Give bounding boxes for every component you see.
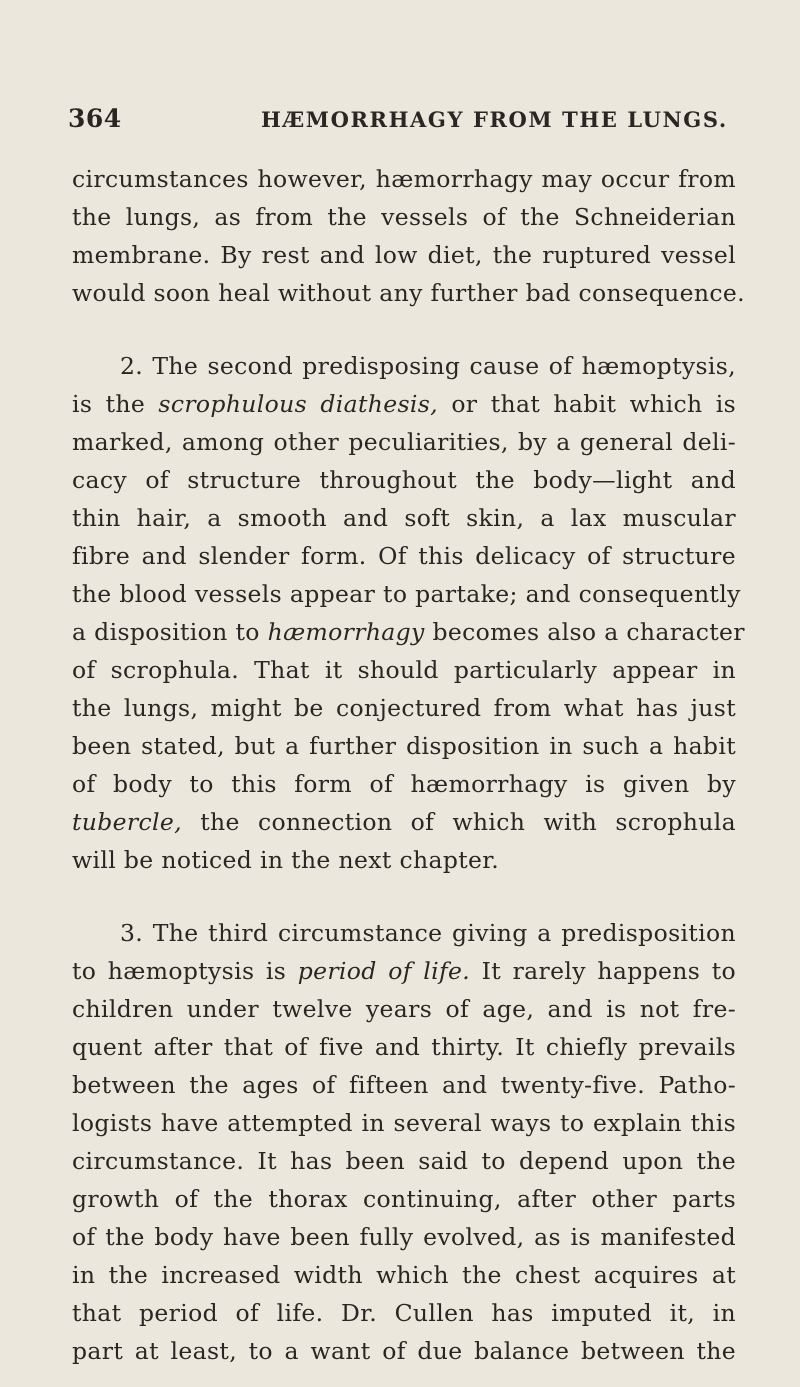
text-run: or that habit which is [438, 390, 737, 418]
text-run: a disposition to [72, 618, 268, 646]
text-line [72, 385, 736, 423]
text-line: 3. The third circumstance giving a predisposition [120, 919, 736, 947]
text-line: would soon heal without any further bad consequence. [72, 279, 745, 307]
italic-term: tubercle, [72, 808, 182, 836]
italic-term: period of life. [297, 957, 471, 985]
text-run: is the [72, 390, 159, 418]
text-run: becomes also a character [424, 618, 745, 646]
text-line: fibre and slender form. Of this delicacy of structure [72, 542, 736, 570]
text-run: to hæmoptysis is [72, 957, 298, 985]
text-line: been stated, but a further disposition in such a habit [72, 732, 736, 760]
text-line: logists have attempted in several ways to explain this [72, 1109, 736, 1137]
running-title: HÆMORRHAGY FROM THE LUNGS. [261, 107, 728, 132]
text-line: circumstance. It has been said to depend upon the [72, 1147, 736, 1175]
text-line [72, 952, 736, 990]
text-line: will be noticed in the next chapter. [72, 846, 500, 874]
text-line: of the body have been fully evolved, as is manifested [72, 1223, 736, 1251]
text-line: between the ages of fifteen and twenty-five. Patho- [72, 1071, 736, 1099]
text-line [72, 803, 736, 841]
text-line: children under twelve years of age, and is not fre- [72, 995, 736, 1023]
text-line: the blood vessels appear to partake; and consequently [72, 580, 741, 608]
running-head [68, 104, 733, 140]
text-line: 2. The second predisposing cause of hæmoptysis, [120, 352, 736, 380]
text-run: It rarely happens to [470, 957, 736, 985]
text-line: of scrophula. That it should particularly appear in [72, 656, 736, 684]
text-line: marked, among other peculiarities, by a general deli- [72, 428, 736, 456]
text-line: growth of the thorax continuing, after other parts [72, 1185, 736, 1213]
text-line: cacy of structure throughout the body—light and [72, 466, 736, 494]
text-line: the lungs, might be conjectured from what has just [72, 694, 736, 722]
text-run: the connection of which with scrophula [181, 808, 736, 836]
page-number: 364 [68, 104, 122, 133]
text-line: membrane. By rest and low diet, the ruptured vessel [72, 241, 736, 269]
italic-term: scrophulous diathesis, [158, 390, 439, 418]
text-line: the lungs, as from the vessels of the Schneiderian [72, 203, 736, 231]
text-line [72, 613, 745, 651]
italic-term: hæmorrhagy [267, 618, 425, 646]
text-line: part at least, to a want of due balance between the [72, 1337, 736, 1365]
text-line: in the increased width which the chest acquires at [72, 1261, 736, 1289]
text-line: circumstances however, hæmorrhagy may occur from [72, 165, 736, 193]
text-line: of body to this form of hæmorrhagy is given by [72, 770, 736, 798]
text-line: quent after that of five and thirty. It chiefly prevails [72, 1033, 736, 1061]
text-line: thin hair, a smooth and soft skin, a lax muscular [72, 504, 736, 532]
text-line: that period of life. Dr. Cullen has imputed it, in [72, 1299, 736, 1327]
